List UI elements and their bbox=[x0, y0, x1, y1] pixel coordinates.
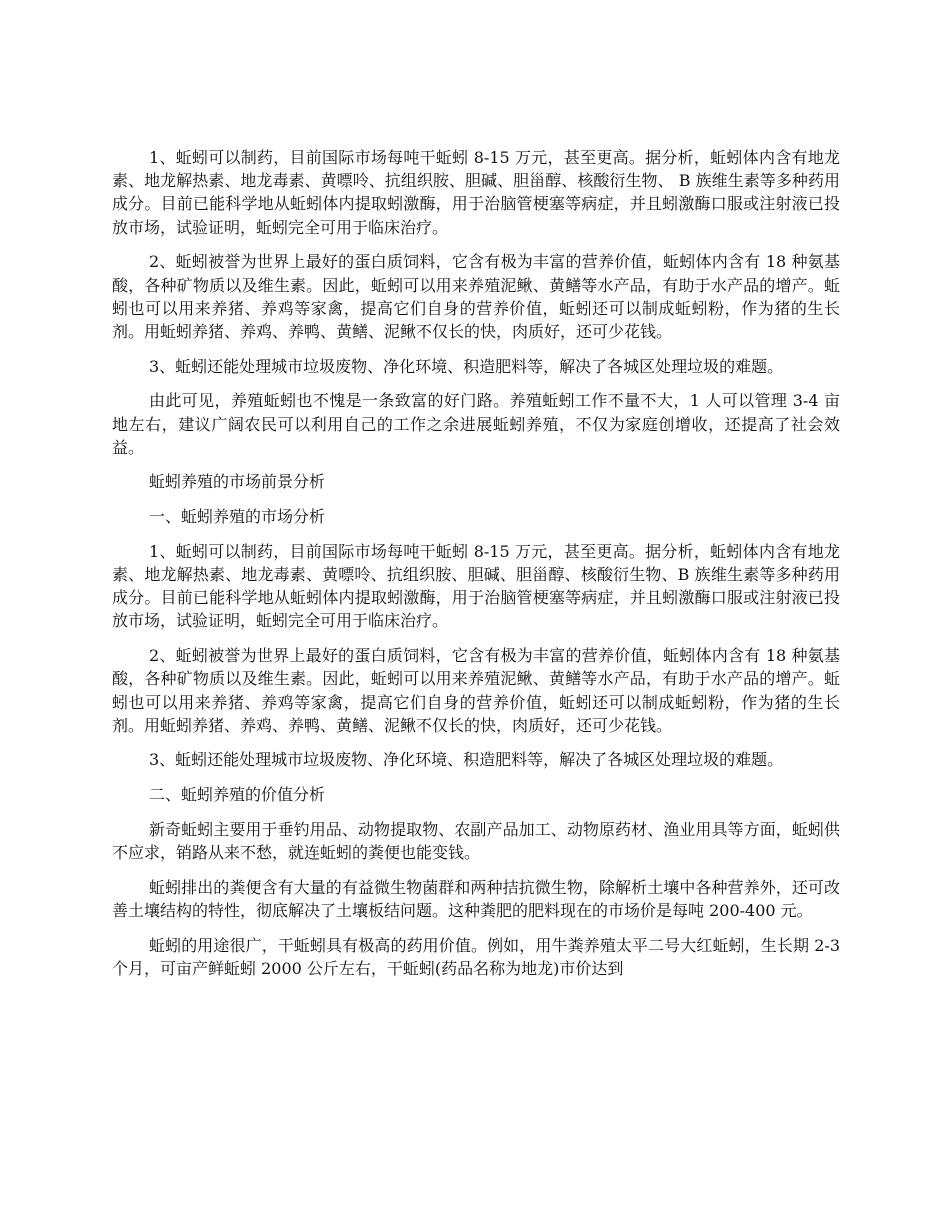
section-title-market-prospect: 蚯蚓养殖的市场前景分析 bbox=[149, 472, 326, 492]
paragraph-medicine-1: 1、蚯蚓可以制药，目前国际市场每吨干蚯蚓 8-15 万元，甚至更高。据分析，蚯蚓体内含有地龙素、地龙解热素、地龙毒素、黄嘌呤、抗组织胺、胆碱、胆甾醇、核酸衍生物、 B 族维生素等多种药用成分。目前已能科学地从蚯蚓体内提取蚓激酶，用于治脑管梗塞等病症，并且蚓激酶口服或注射液已投放市场，试验证明，蚯蚓完全可用于临床治疗。 bbox=[112, 148, 840, 237]
document-page bbox=[112, 146, 840, 992]
paragraph-medicinal-value: 蚯蚓的用途很广，干蚯蚓具有极高的药用价值。例如，用牛粪养殖太平二号大红蚯蚓，生长期 2-3 个月，可亩产鲜蚯蚓 2000 公斤左右，干蚯蚓(药品名称为地龙)市价达到 bbox=[112, 935, 840, 978]
paragraph-waste-2: 3、蚯蚓还能处理城市垃圾废物、净化环境、积造肥料等，解决了各城区处理垃圾的难题。 bbox=[149, 750, 784, 770]
paragraph-manure: 蚯蚓排出的粪便含有大量的有益微生物菌群和两种拮抗微生物，除解析土壤中各种营养外，还可改善土壤结构的特性，彻底解决了土壤板结问题。这种粪肥的肥料现在的市场价是每吨 200-400 元。 bbox=[112, 877, 840, 920]
paragraph-conclusion: 由此可见，养殖蚯蚓也不愧是一条致富的好门路。养殖蚯蚓工作不量不大，1 人可以管理 3-4 亩地左右，建议广阔农民可以利用自己的工作之余进展蚯蚓养殖，不仅为家庭创增收，还提高了社会效益。 bbox=[112, 391, 840, 457]
paragraph-uses: 新奇蚯蚓主要用于垂钓用品、动物提取物、农副产品加工、动物原药材、渔业用具等方面，蚯蚓供不应求，销路从来不愁，就连蚯蚓的粪便也能变钱。 bbox=[112, 819, 840, 863]
section-heading-value-analysis: 二、蚯蚓养殖的价值分析 bbox=[149, 785, 326, 805]
paragraph-feed-2: 2、蚯蚓被誉为世界上最好的蛋白质饲料，它含有极为丰富的营养价值，蚯蚓体内含有 18 种氨基酸，各种矿物质以及维生素。因此，蚯蚓可以用来养殖泥鳅、黄鳝等水产品，有助于水产品的增产。蚯蚓也可以用来养猪、养鸡等家禽，提高它们自身的营养价值，蚯蚓还可以制成蚯蚓粉，作为猪的生长剂。用蚯蚓养猪、养鸡、养鸭、黄鳝、泥鳅不仅长的快，肉质好，还可少花钱。 bbox=[112, 646, 840, 735]
paragraph-feed-1: 2、蚯蚓被誉为世界上最好的蛋白质饲料，它含有极为丰富的营养价值，蚯蚓体内含有 18 种氨基酸，各种矿物质以及维生素。因此，蚯蚓可以用来养殖泥鳅、黄鳝等水产品，有助于水产品的增产。蚯蚓也可以用来养猪、养鸡等家禽，提高它们自身的营养价值，蚯蚓还可以制成蚯蚓粉，作为猪的生长剂。用蚯蚓养猪、养鸡、养鸭、黄鳝、泥鳅不仅长的快，肉质好，还可少花钱。 bbox=[112, 252, 840, 341]
paragraph-waste-1: 3、蚯蚓还能处理城市垃圾废物、净化环境、积造肥料等，解决了各城区处理垃圾的难题。 bbox=[149, 356, 784, 376]
section-heading-market-analysis: 一、蚯蚓养殖的市场分析 bbox=[149, 507, 326, 527]
paragraph-medicine-2: 1、蚯蚓可以制药，目前国际市场每吨干蚯蚓 8-15 万元，甚至更高。据分析，蚯蚓体内含有地龙素、地龙解热素、地龙毒素、黄嘌呤、抗组织胺、胆碱、胆甾醇、核酸衍生物、B 族维生素等多种药用成分。目前已能科学地从蚯蚓体内提取蚓激酶，用于治脑管梗塞等病症，并且蚓激酶口服或注射液已投放市场，试验证明，蚯蚓完全可用于临床治疗。 bbox=[112, 541, 840, 631]
